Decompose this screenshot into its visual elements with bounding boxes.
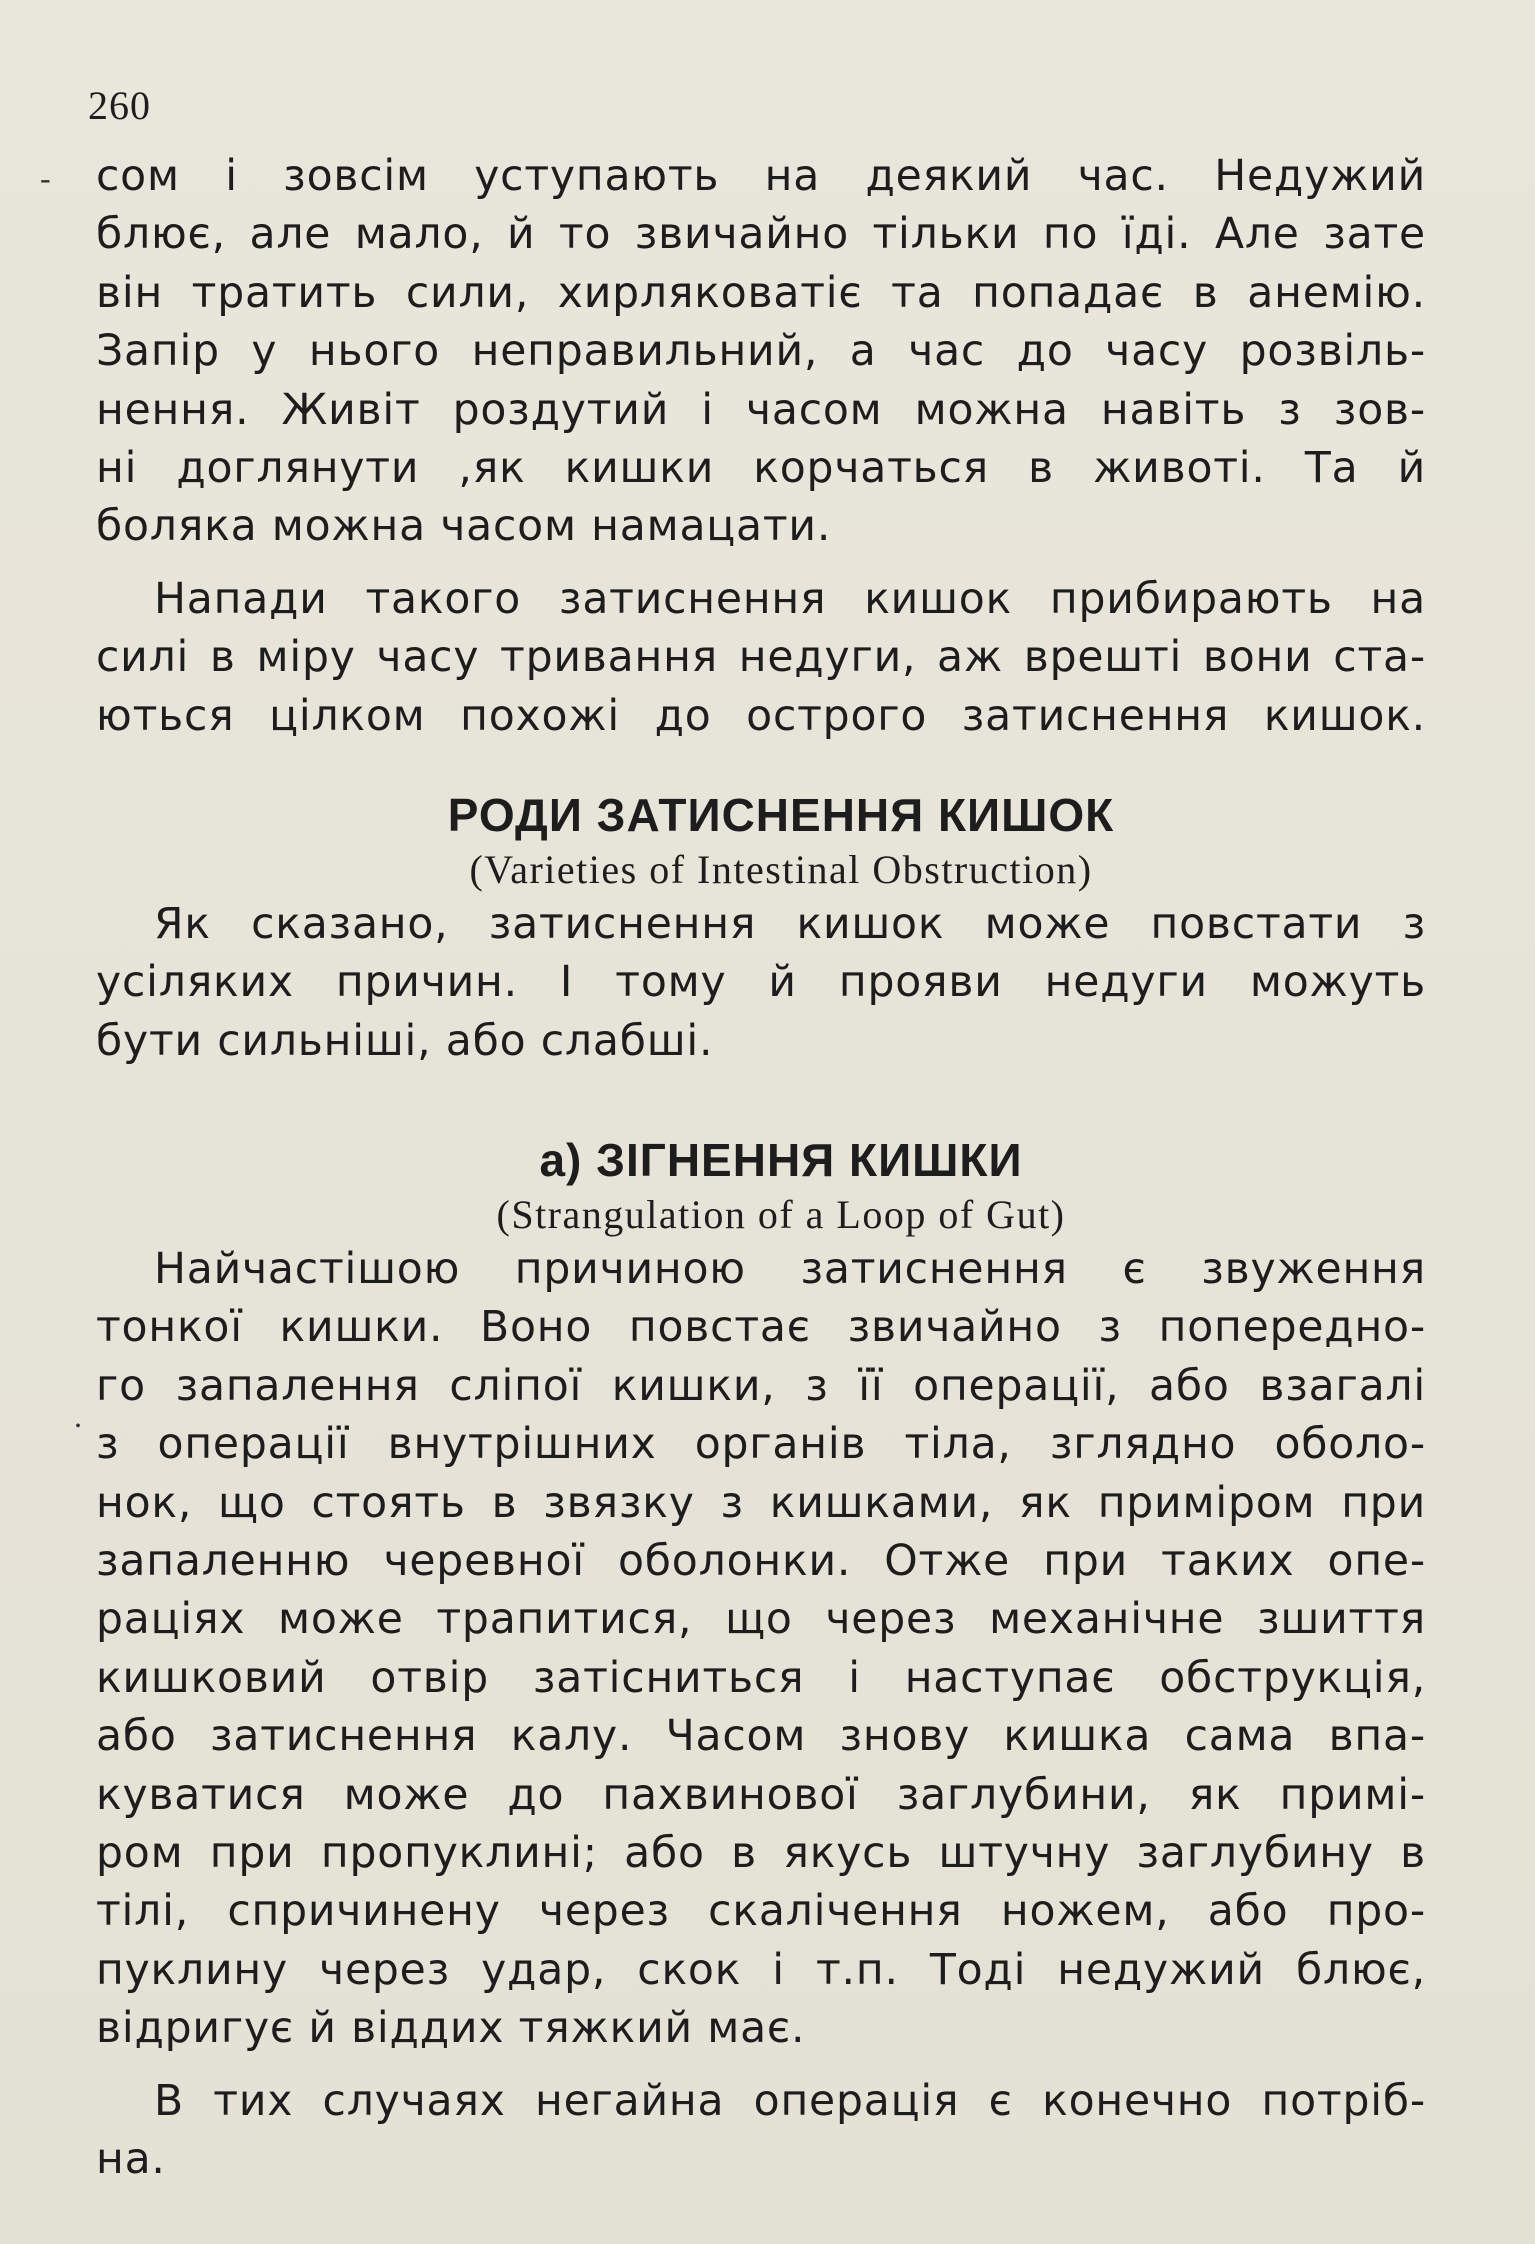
- text-line: або затиснення калу. Часом знову кишка сама впа-: [96, 1712, 1426, 1762]
- text-line: ром при пропуклині; або в якусь штучну заглубину в: [96, 1828, 1426, 1878]
- text-line: блює, але мало, й то звичайно тільки по їді. Але зате: [96, 210, 1426, 260]
- section-subtitle: (Strangulation of a Loop of Gut): [496, 1192, 1066, 1238]
- intro-paragraph-2: [96, 571, 1426, 746]
- text-line: тонкої кишки. Воно повстає звичайно з попередно-: [96, 1303, 1426, 1353]
- text-line: сом і зовсім уступають на деякий час. Недужий: [96, 152, 1426, 201]
- text-line: нок, що стоять в звязку з кишками, як приміром при: [96, 1478, 1426, 1528]
- page-number: 260: [88, 83, 151, 128]
- text-line: він тратить сили, хирляковатіє та попадає в анемію.: [96, 268, 1426, 318]
- text-line: на.: [96, 2134, 166, 2184]
- section2-paragraph: [96, 1241, 1426, 2058]
- text-line: боляка можна часом намацати.: [96, 502, 832, 552]
- text-line: силі в міру часу тривання недуги, аж врешті вони ста-: [96, 633, 1426, 683]
- text-line: Напади такого затиснення кишок прибирають на: [154, 574, 1426, 624]
- text-line: ні доглянути ,як кишки корчаться в животі. Та й: [96, 443, 1426, 493]
- text-line: з операції внутрішних органів тіла, зглядно оболо-: [96, 1420, 1426, 1470]
- text-line: В тих случаях негайна операція є конечно потріб-: [154, 2076, 1426, 2126]
- text-line: тілі, спричинену через скалічення ножем, або про-: [96, 1887, 1426, 1937]
- text-line: ються цілком похожі до острого затиснення кишок.: [96, 691, 1426, 741]
- text-line: Запір у нього неправильний, а час до часу розвіль-: [96, 327, 1426, 377]
- text-line: го запалення сліпої кишки, з її операції, або взагалі: [96, 1361, 1426, 1411]
- text-line: пуклину через удар, скок і т.п. Тоді недужий блює,: [96, 1945, 1426, 1995]
- intro-paragraph: [96, 148, 1426, 557]
- page-body: [96, 148, 1426, 2189]
- text-line: нення. Живіт роздутий і часом можна навіть з зов-: [96, 385, 1426, 435]
- text-line: усіляких причин. І тому й прояви недуги можуть: [96, 958, 1426, 1008]
- section-title: РОДИ ЗАТИСНЕННЯ КИШОК: [447, 788, 1115, 841]
- section1-paragraph: [96, 896, 1426, 1071]
- section-title: а) ЗІГНЕННЯ КИШКИ: [539, 1134, 1023, 1187]
- margin-mark-top: -: [40, 160, 51, 196]
- text-line: Як сказано, затиснення кишок може повстати з: [154, 899, 1426, 949]
- text-line: куватися може до пахвинової заглубини, як примі-: [96, 1770, 1426, 1820]
- text-line: кишковий отвір затісниться і наступає обструкція,: [96, 1653, 1426, 1703]
- text-line: Найчастішою причиною затиснення є звуження: [154, 1245, 1426, 1295]
- text-line: бути сильніші, або слабші.: [96, 1016, 714, 1066]
- section2-paragraph-2: [96, 2073, 1426, 2190]
- text-line: відригує й віддих тяжкий має.: [96, 2004, 806, 2054]
- margin-mark-middle: .: [74, 1398, 82, 1434]
- section-subtitle: (Varieties of Intestinal Obstruction): [469, 846, 1093, 892]
- text-line: раціях може трапитися, що через механічне зшиття: [96, 1595, 1426, 1645]
- text-line: запаленню черевної оболонки. Отже при таких опе-: [96, 1537, 1426, 1587]
